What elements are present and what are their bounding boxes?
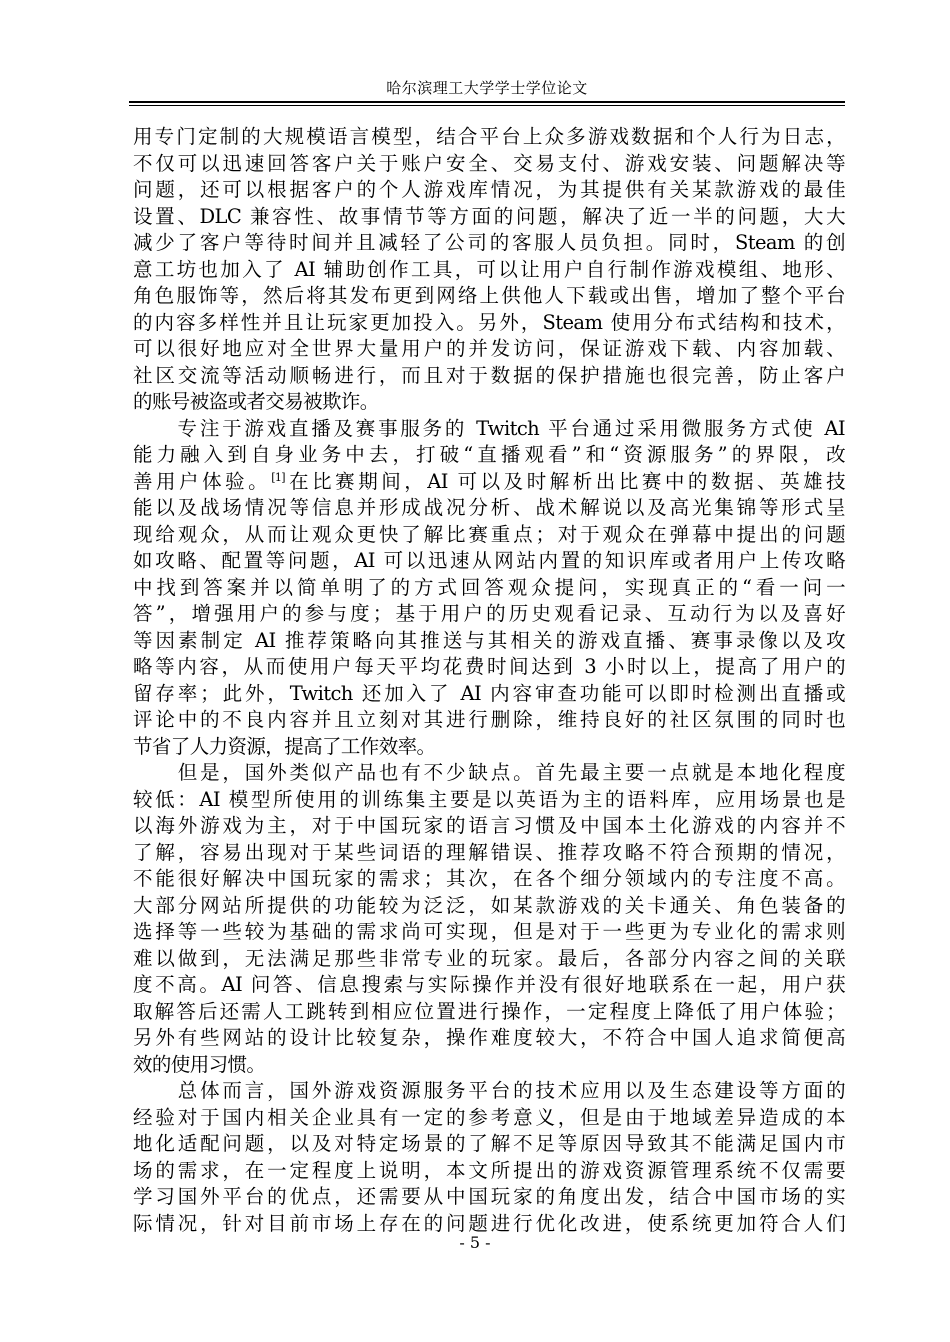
- text-line: [133, 707, 845, 734]
- text-line: [133, 1184, 845, 1211]
- text-segment: 场的需求，在一定程度上说明，本文所提出的游戏资源管理系统不仅需要: [133, 1158, 845, 1182]
- text-segment: 现给观众，从而让观众更快了解比赛重点；对于观众在弹幕中提出的问题: [133, 522, 845, 546]
- text-segment: 答”，增强用户的参与度；基于用户的历史观看记录、互动行为以及喜好: [133, 602, 845, 625]
- text-segment: 等因素制定 AI 推荐策略向其推送与其相关的游戏直播、赛事录像以及攻: [133, 628, 845, 652]
- text-line: [133, 495, 845, 522]
- header-rule-thin: [129, 105, 845, 106]
- text-line: [133, 787, 845, 814]
- text-line: [133, 840, 845, 867]
- text-line: [133, 389, 845, 416]
- text-segment: 较低：AI 模型所使用的训练集主要是以英语为主的语料库，应用场景也是: [133, 787, 845, 811]
- text-line: [133, 230, 845, 257]
- text-line: [133, 548, 845, 575]
- text-line: [133, 575, 845, 602]
- text-segment: 际情况，针对目前市场上存在的问题进行优化改进，使系统更加符合人们: [133, 1211, 845, 1235]
- text-line: [133, 628, 845, 655]
- text-segment: 中找到答案并以简单明了的方式回答观众提问，实现真正的“看一问一: [133, 575, 845, 599]
- text-segment: 设置、DLC 兼容性、故事情节等方面的问题，解决了近一半的问题，大大: [133, 204, 845, 228]
- text-segment: 难以做到，无法满足那些非常专业的玩家。最后，各部分内容之间的关联: [133, 946, 845, 970]
- text-segment: 社区交流等活动顺畅进行，而且对于数据的保护措施也很完善，防止客户: [133, 363, 845, 387]
- text-segment: 以海外游戏为主，对于中国玩家的语言习惯及中国本土化游戏的内容并不: [133, 814, 845, 837]
- text-line: [133, 813, 845, 840]
- text-segment: 略等内容，从而使用户每天平均花费时间达到 3 小时以上，提高了用户的: [133, 655, 845, 678]
- text-line: [133, 1105, 845, 1132]
- text-line: [133, 760, 845, 787]
- text-segment: 选择等一些较为基础的需求尚可实现，但是对于一些更为专业化的需求则: [133, 920, 845, 943]
- text-line: [133, 469, 845, 496]
- text-line: [133, 1158, 845, 1185]
- text-segment: 专注于游戏直播及赛事服务的 Twitch 平台通过采用微服务方式使 AI: [133, 416, 845, 440]
- text-segment: 学习国外平台的优点，还需要从中国玩家的角度出发，结合中国市场的实: [133, 1185, 845, 1208]
- text-segment: 了解，容易出现对于某些词语的理解错误、推荐攻略不符合预期的情况，: [133, 840, 845, 864]
- text-line: [133, 866, 845, 893]
- text-segment: 节省了人力资源，提高了工作效率。: [133, 734, 436, 758]
- text-segment: 能以及战场情况等信息并形成战况分析、战术解说以及高光集锦等形式呈: [133, 496, 845, 519]
- citation-marker: [1]: [271, 470, 285, 484]
- text-segment: 效的使用习惯。: [133, 1052, 266, 1076]
- text-line: [133, 283, 845, 310]
- text-segment: 可以很好地应对全世界大量用户的并发访问，保证游戏下载、内容加载、: [133, 337, 845, 360]
- text-segment: 留存率；此外，Twitch 还加入了 AI 内容审查功能可以即时检测出直播或: [133, 681, 845, 705]
- text-line: [133, 124, 845, 151]
- text-segment: 的账号被盗或者交易被欺诈。: [133, 390, 379, 413]
- text-segment: 善用户体验。: [133, 469, 272, 493]
- text-segment: 角色服饰等，然后将其发布更到网络上供他人下载或出售，增加了整个平台: [133, 284, 845, 307]
- text-segment: 取解答后还需人工跳转到相应位置进行操作，一定程度上降低了用户体验；: [133, 999, 845, 1023]
- header-rule-thick: [129, 101, 845, 103]
- text-line: [133, 654, 845, 681]
- text-segment: 能力融入到自身业务中去，打破“直播观看”和“资源服务”的界限，改: [133, 443, 845, 466]
- text-segment: 问题，还可以根据客户的个人游戏库情况，为其提供有关某款游戏的最佳: [133, 178, 845, 201]
- text-line: [133, 1052, 845, 1079]
- text-line: [133, 363, 845, 390]
- text-segment: 不仅可以迅速回答客户关于账户安全、交易支付、游戏安装、问题解决等: [133, 151, 845, 175]
- text-line: [133, 893, 845, 920]
- text-segment: 意工坊也加入了 AI 辅助创作工具，可以让用户自行制作游戏模组、地形、: [133, 257, 845, 281]
- text-line: [133, 151, 845, 178]
- text-line: [133, 257, 845, 284]
- text-line: [133, 1131, 845, 1158]
- text-line: [133, 946, 845, 973]
- text-segment: 在比赛期间，AI 可以及时解析出比赛中的数据、英雄技: [284, 469, 845, 493]
- text-segment: 但是，国外类似产品也有不少缺点。首先最主要一点就是本地化程度: [133, 761, 845, 784]
- text-line: [133, 177, 845, 204]
- text-segment: 不能很好解决中国玩家的需求；其次，在各个细分领域内的专注度不高。: [133, 867, 845, 890]
- text-line: [133, 522, 845, 549]
- text-line: [133, 204, 845, 231]
- text-line: [133, 734, 845, 761]
- text-segment: 如攻略、配置等问题，AI 可以迅速从网站内置的知识库或者用户上传攻略: [133, 549, 845, 572]
- text-line: [133, 336, 845, 363]
- text-segment: 度不高。AI 问答、信息搜索与实际操作并没有很好地联系在一起，用户获: [133, 973, 845, 996]
- text-segment: 减少了客户等待时间并且减轻了公司的客服人员负担。同时，Steam 的创: [133, 231, 845, 254]
- text-line: [133, 1078, 845, 1105]
- running-header: 哈尔滨理工大学学士学位论文: [386, 79, 588, 97]
- text-segment: 总体而言，国外游戏资源服务平台的技术应用以及生态建设等方面的: [133, 1079, 845, 1102]
- body-text: [133, 124, 845, 1237]
- text-line: [133, 416, 845, 443]
- text-segment: 另外有些网站的设计比较复杂，操作难度较大，不符合中国人追求简便高: [133, 1026, 845, 1049]
- page-number: - 5 -: [459, 1233, 491, 1252]
- text-segment: 大部分网站所提供的功能较为泛泛，如某款游戏的关卡通关、角色装备的: [133, 893, 845, 917]
- text-segment: 用专门定制的大规模语言模型，结合平台上众多游戏数据和个人行为日志，: [133, 125, 845, 148]
- text-segment: 的内容多样性并且让玩家更加投入。另外，Steam 使用分布式结构和技术，: [133, 310, 845, 334]
- text-line: [133, 681, 845, 708]
- text-line: [133, 999, 845, 1026]
- text-line: [133, 919, 845, 946]
- text-line: [133, 310, 845, 337]
- text-segment: 经验对于国内相关企业具有一定的参考意义，但是由于地域差异造成的本: [133, 1105, 845, 1129]
- text-segment: 评论中的不良内容并且立刻对其进行删除，维持良好的社区氛围的同时也: [133, 708, 845, 731]
- text-segment: 地化适配问题，以及对特定场景的了解不足等原因导致其不能满足国内市: [133, 1132, 845, 1155]
- text-line: [133, 1025, 845, 1052]
- text-line: [133, 442, 845, 469]
- text-line: [133, 972, 845, 999]
- text-line: [133, 601, 845, 628]
